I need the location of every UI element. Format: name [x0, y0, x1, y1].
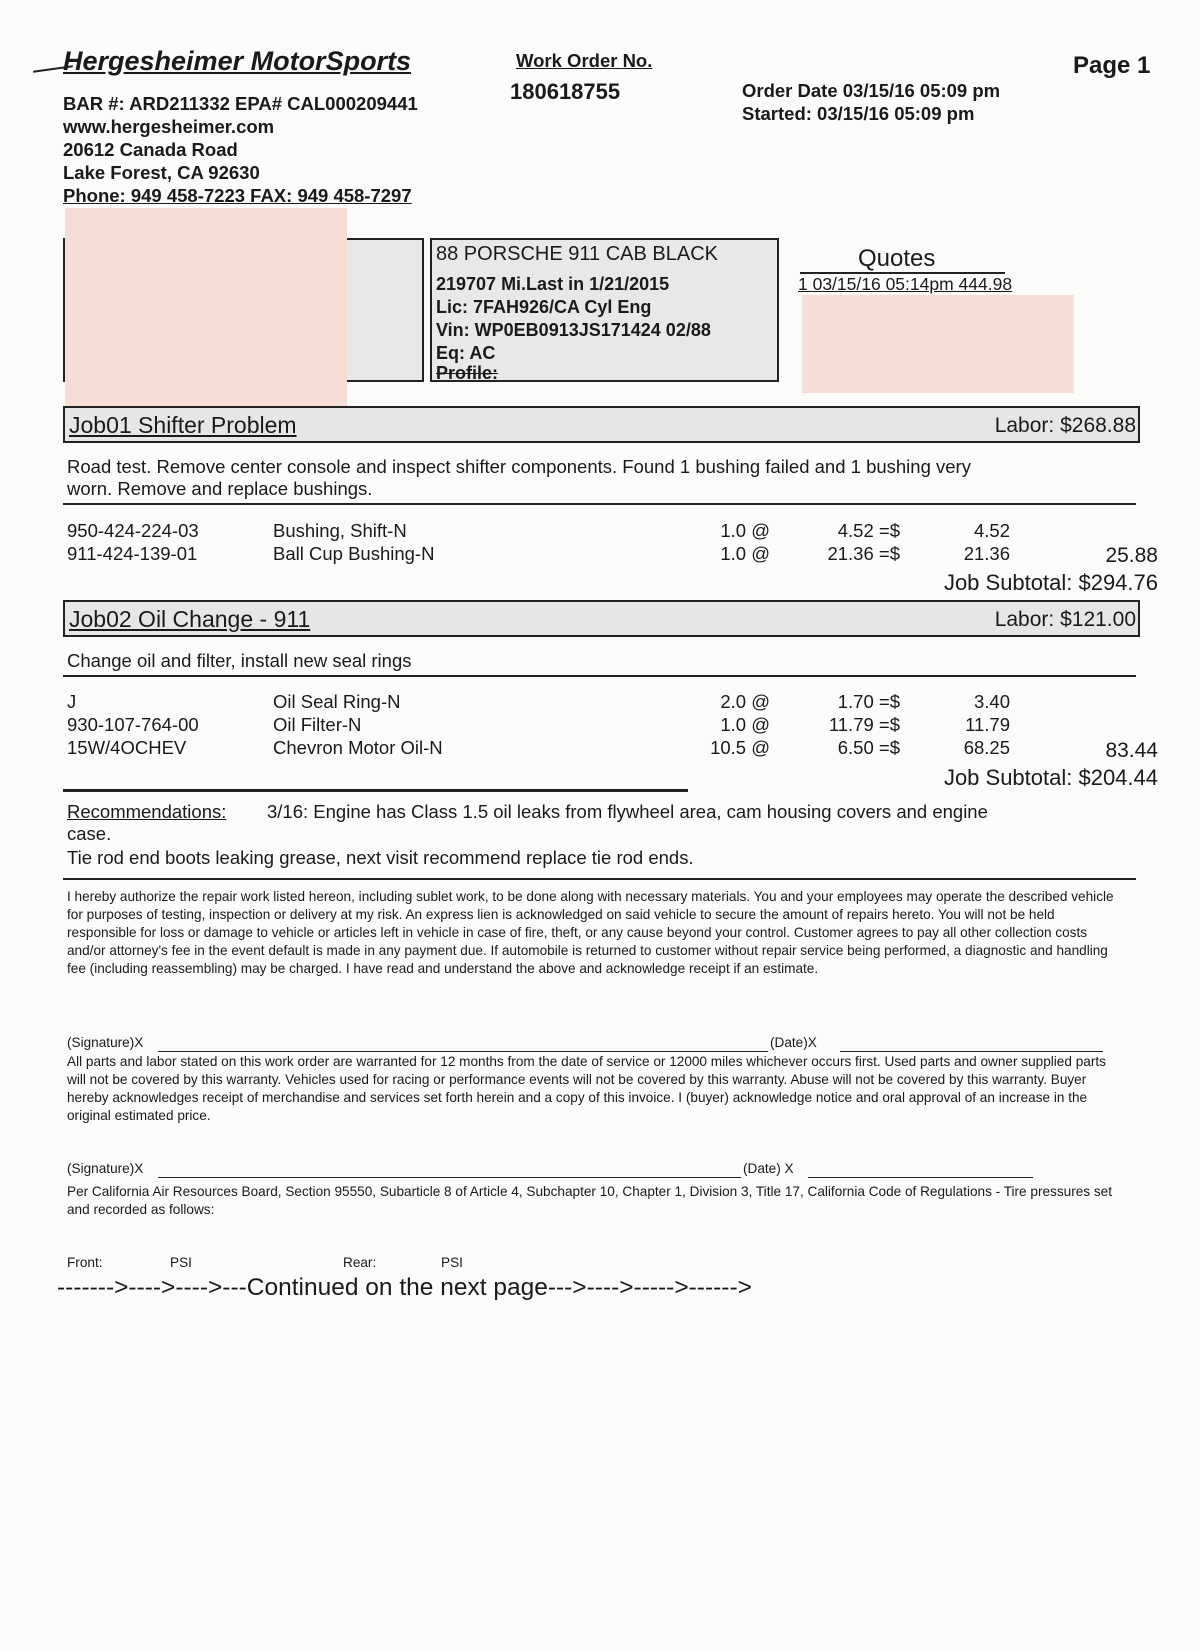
job-description-line: worn. Remove and replace bushings. — [67, 478, 373, 499]
quotes-title: Quotes — [858, 245, 936, 272]
part-number: 930-107-764-00 — [67, 714, 199, 735]
part-description: Oil Filter-N — [273, 714, 362, 735]
warranty-text: All parts and labor stated on this work order are warranted for 12 months from the date of service or 12000 miles whichever occurs first. Used parts and owner supplied parts will not be covered by this warranty. Vehicles used for racing or performance events will not be covered by this warranty. Abuse will not be covered by this warranty. Buyer hereby acknowledges receipt of merchandise and services set forth herein and a copy of this invoice. I (buyer) acknowledge notice and oral approval of an increase in the original estimated price. — [67, 1054, 1106, 1123]
company-street: 20612 Canada Road — [63, 139, 238, 160]
part-description: Chevron Motor Oil-N — [273, 737, 443, 758]
job-title: Job01 Shifter Problem — [69, 412, 297, 438]
part-qty: 1.0 @ — [720, 520, 770, 541]
part-description: Oil Seal Ring-N — [273, 691, 401, 712]
started-date: Started: 03/15/16 05:09 pm — [742, 103, 975, 124]
job-title: Job02 Oil Change - 911 — [69, 606, 311, 632]
part-total: 4.52 — [973, 520, 1010, 541]
page-number: Page 1 — [1073, 52, 1151, 79]
work-order-number: 180618755 — [510, 79, 621, 104]
part-description: Bushing, Shift-N — [273, 520, 407, 541]
part-price: 1.70 =$ — [837, 691, 900, 712]
signature-label: (Signature)X — [67, 1161, 144, 1176]
signature-line[interactable] — [158, 1177, 741, 1178]
vehicle-mileage: 219707 Mi.Last in 1/21/2015 — [436, 274, 670, 294]
signature-line[interactable] — [158, 1051, 768, 1052]
redacted-customer-info — [65, 208, 347, 413]
continued-notice: ------->---->---->---Continued on the next page--->---->----->------> — [57, 1274, 752, 1301]
recommendation-text: case. — [67, 823, 112, 844]
job-header — [63, 406, 1140, 443]
part-number: 911-424-139-01 — [67, 543, 198, 564]
vehicle-title: 88 PORSCHE 911 CAB BLACK — [436, 243, 718, 265]
part-qty: 1.0 @ — [720, 543, 770, 564]
job-description-line: Road test. Remove center console and inspect shifter components. Found 1 bushing failed and 1 bushing very — [67, 456, 971, 477]
part-price: 4.52 =$ — [837, 520, 900, 541]
vehicle-vin: Vin: WP0EB0913JS171424 02/88 — [436, 320, 711, 340]
part-qty: 10.5 @ — [710, 737, 770, 758]
parts-total: 83.44 — [1105, 739, 1158, 762]
part-number: 15W/4OCHEV — [67, 737, 187, 758]
job-labor: Labor: $268.88 — [994, 414, 1136, 437]
part-price: 21.36 =$ — [827, 543, 900, 564]
company-phone-fax: Phone: 949 458-7223 FAX: 949 458-7297 — [63, 185, 412, 206]
quote-line: 1 03/15/16 05:14pm 444.98 — [798, 274, 1013, 294]
part-price: 6.50 =$ — [837, 737, 900, 758]
work-order-label: Work Order No. — [516, 50, 653, 71]
date-line[interactable] — [840, 1051, 1103, 1052]
job-description-line: Change oil and filter, install new seal rings — [67, 650, 412, 671]
job-subtotal: Job Subtotal: $294.76 — [943, 570, 1158, 595]
signature-label: (Signature)X — [67, 1035, 144, 1050]
vehicle-profile: Profile: — [436, 363, 499, 383]
recommendation-text: Tie rod end boots leaking grease, next visit recommend replace tie rod ends. — [67, 847, 694, 868]
part-qty: 1.0 @ — [720, 714, 770, 735]
divider — [63, 675, 1136, 677]
part-qty: 2.0 @ — [720, 691, 770, 712]
company-city: Lake Forest, CA 92630 — [63, 162, 260, 183]
vehicle-info-box — [430, 238, 779, 382]
carb-text: Per California Air Resources Board, Section 95550, Subarticle 8 of Article 4, Subchapter 10, Chapter 1, Division 3, Title 17, California Code of Regulations - Tire pressures set and recorded as follows: — [67, 1184, 1112, 1217]
job-header — [63, 600, 1140, 637]
redacted-quote-info — [802, 295, 1074, 393]
divider — [63, 503, 1136, 505]
vehicle-equipment: Eq: AC — [436, 343, 496, 363]
divider — [63, 878, 1136, 880]
divider — [63, 789, 688, 792]
company-website: www.hergesheimer.com — [63, 116, 275, 137]
part-total: 68.25 — [963, 737, 1010, 758]
rear-tire-psi: PSI — [441, 1255, 463, 1270]
parts-total: 25.88 — [1105, 544, 1158, 567]
part-total: 11.79 — [965, 714, 1010, 735]
part-number: J — [67, 691, 77, 712]
date-label: (Date)X — [770, 1035, 817, 1050]
company-name: Hergesheimer MotorSports — [63, 46, 412, 76]
job-labor: Labor: $121.00 — [994, 608, 1136, 631]
date-line[interactable] — [808, 1177, 1033, 1178]
job-subtotal: Job Subtotal: $204.44 — [943, 765, 1158, 790]
part-price: 11.79 =$ — [828, 714, 900, 735]
order-date: Order Date 03/15/16 05:09 pm — [742, 80, 1001, 101]
part-description: Ball Cup Bushing-N — [273, 543, 435, 564]
date-label: (Date) X — [743, 1161, 794, 1176]
authorization-text: I hereby authorize the repair work listed hereon, including sublet work, to be done along with necessary materials. You and your employees may operate the described vehicle for purposes of testing, inspection or delivery at my risk. An express lien is acknowledged on said vehicle to secure the amount of repairs hereto. You will not be held responsible for loss or damage to vehicle or articles left in vehicle in case of fire, theft, or any cause beyond your control. Customer agrees to pay all other collection costs and/or attorney's fee in the event default is made in any payment due. If automobile is returned to customer without repair service being performed, a diagnostic and handling fee (including reassembling) may be charged. I have read and understand the above and acknowledge receipt if an estimate. — [67, 889, 1114, 976]
front-tire-psi: PSI — [170, 1255, 192, 1270]
part-total: 21.36 — [963, 543, 1010, 564]
rear-tire-label: Rear: — [343, 1255, 377, 1270]
part-total: 3.40 — [973, 691, 1010, 712]
recommendation-text: 3/16: Engine has Class 1.5 oil leaks from flywheel area, cam housing covers and engine — [267, 801, 988, 822]
vehicle-license: Lic: 7FAH926/CA Cyl Eng — [436, 297, 652, 317]
part-number: 950-424-224-03 — [67, 520, 199, 541]
front-tire-label: Front: — [67, 1255, 103, 1270]
bar-epa-numbers: BAR #: ARD211332 EPA# CAL000209441 — [63, 93, 418, 114]
recommendations-label: Recommendations: — [67, 801, 227, 822]
